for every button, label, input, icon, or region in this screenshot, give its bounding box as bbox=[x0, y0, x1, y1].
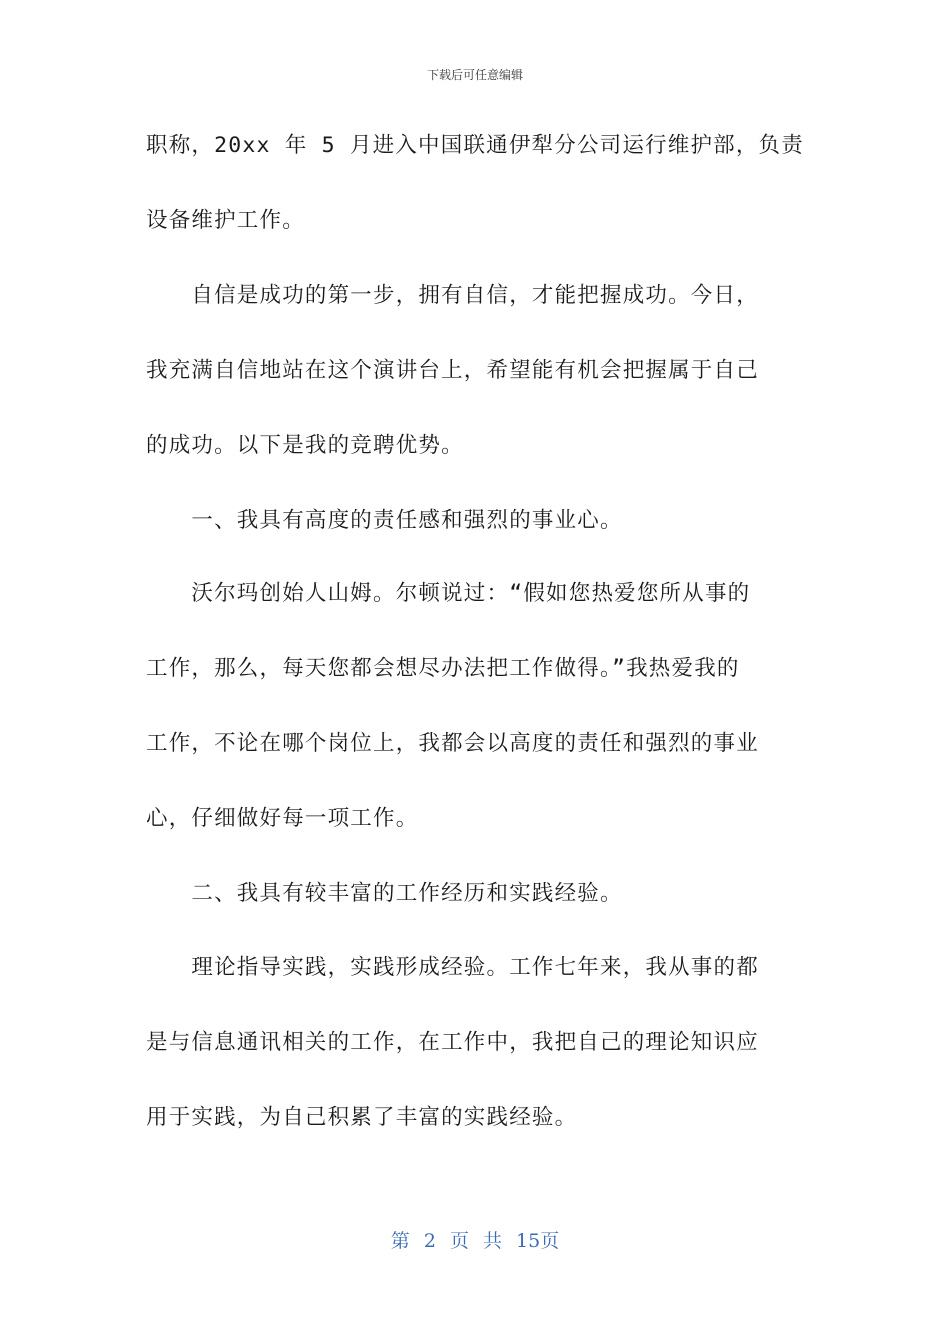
text-line: 一、我具有高度的责任感和强烈的事业心。 bbox=[146, 508, 623, 533]
text-line: 设备维护工作。 bbox=[146, 208, 305, 233]
text-line: 心，仔细做好每一项工作。 bbox=[146, 806, 419, 831]
text-line: 职称，20xx 年 5 月进入中国联通伊犁分公司运行维护部，负责 bbox=[146, 133, 804, 158]
text-line: 二、我具有较丰富的工作经历和实践经验。 bbox=[146, 881, 623, 906]
text-line: 我充满自信地站在这个演讲台上，希望能有机会把握属于自己 bbox=[146, 358, 759, 383]
text-line: 沃尔玛创始人山姆。尔顿说过：“假如您热爱您所从事的 bbox=[146, 581, 751, 606]
text-line: 工作，那么，每天您都会想尽办法把工作做得。”我热爱我的 bbox=[146, 656, 740, 681]
page-number-footer: 第 2 页 共 15页 bbox=[390, 1230, 560, 1252]
text-line: 工作，不论在哪个岗位上，我都会以高度的责任和强烈的事业 bbox=[146, 731, 759, 756]
text-line: 自信是成功的第一步，拥有自信，才能把握成功。今日， bbox=[146, 283, 759, 308]
text-line: 的成功。以下是我的竞聘优势。 bbox=[146, 433, 464, 458]
page-header: 下载后可任意编辑 bbox=[426, 68, 523, 82]
text-line: 是与信息通讯相关的工作，在工作中，我把自己的理论知识应 bbox=[146, 1030, 759, 1055]
text-line: 理论指导实践，实践形成经验。工作七年来，我从事的都 bbox=[146, 955, 759, 980]
text-line: 用于实践，为自己积累了丰富的实践经验。 bbox=[146, 1105, 578, 1130]
